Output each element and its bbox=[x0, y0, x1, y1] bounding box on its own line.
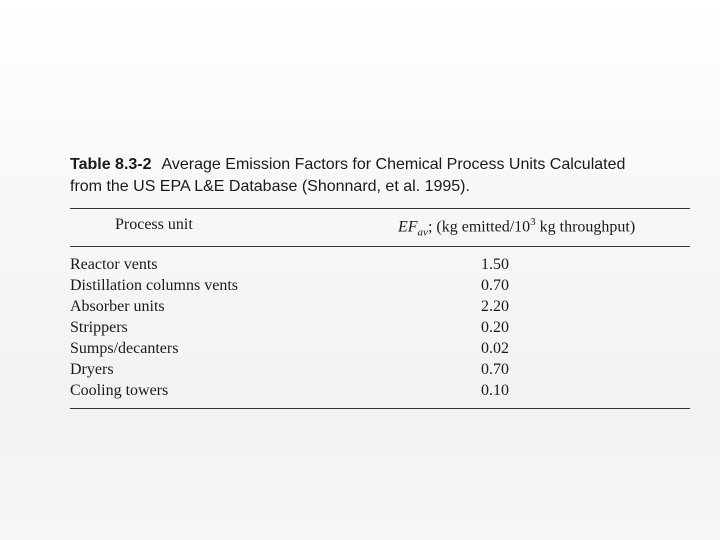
emission-factor-cell: 0.20 bbox=[481, 319, 509, 336]
emission-factor-cell: 1.50 bbox=[481, 256, 509, 273]
process-unit-cell: Strippers bbox=[70, 319, 128, 336]
process-unit-cell: Reactor vents bbox=[70, 256, 158, 273]
emission-factor-cell: 0.70 bbox=[481, 277, 509, 294]
table-row bbox=[70, 296, 690, 317]
ef-subscript: av bbox=[417, 226, 428, 239]
table-caption bbox=[70, 154, 710, 198]
table-row bbox=[70, 317, 690, 338]
process-unit-cell: Cooling towers bbox=[70, 382, 169, 399]
ef-unit-a: ; (kg emitted/10 bbox=[427, 218, 531, 236]
table-bottom-rule bbox=[70, 408, 690, 409]
caption-line-1: Average Emission Factors for Chemical Process Units Calculated bbox=[161, 156, 626, 173]
table-row bbox=[70, 275, 690, 296]
emission-factor-cell: 0.70 bbox=[481, 361, 509, 378]
process-unit-cell: Distillation columns vents bbox=[70, 277, 238, 294]
process-unit-cell: Absorber units bbox=[70, 298, 165, 315]
table-row bbox=[70, 380, 690, 401]
column-header-process-unit: Process unit bbox=[115, 216, 193, 233]
column-header-emission-factor bbox=[398, 216, 635, 239]
table-top-rule bbox=[70, 208, 690, 209]
process-unit-cell: Sumps/decanters bbox=[70, 340, 179, 357]
emission-factor-cell: 2.20 bbox=[481, 298, 509, 315]
ef-unit-b: kg throughput) bbox=[535, 218, 636, 236]
ef-exponent: 3 bbox=[530, 216, 536, 228]
emission-factor-cell: 0.10 bbox=[481, 382, 509, 399]
emission-factor-cell: 0.02 bbox=[481, 340, 509, 357]
table-body bbox=[70, 254, 690, 401]
table-header-rule bbox=[70, 246, 690, 247]
table-row bbox=[70, 359, 690, 380]
table-row bbox=[70, 254, 690, 275]
table-row bbox=[70, 338, 690, 359]
process-unit-cell: Dryers bbox=[70, 361, 114, 378]
table-label: Table 8.3-2 bbox=[70, 156, 152, 173]
ef-symbol: EF bbox=[398, 218, 418, 236]
caption-line-2: from the US EPA L&E Database (Shonnard, et al. 1995). bbox=[70, 178, 470, 195]
